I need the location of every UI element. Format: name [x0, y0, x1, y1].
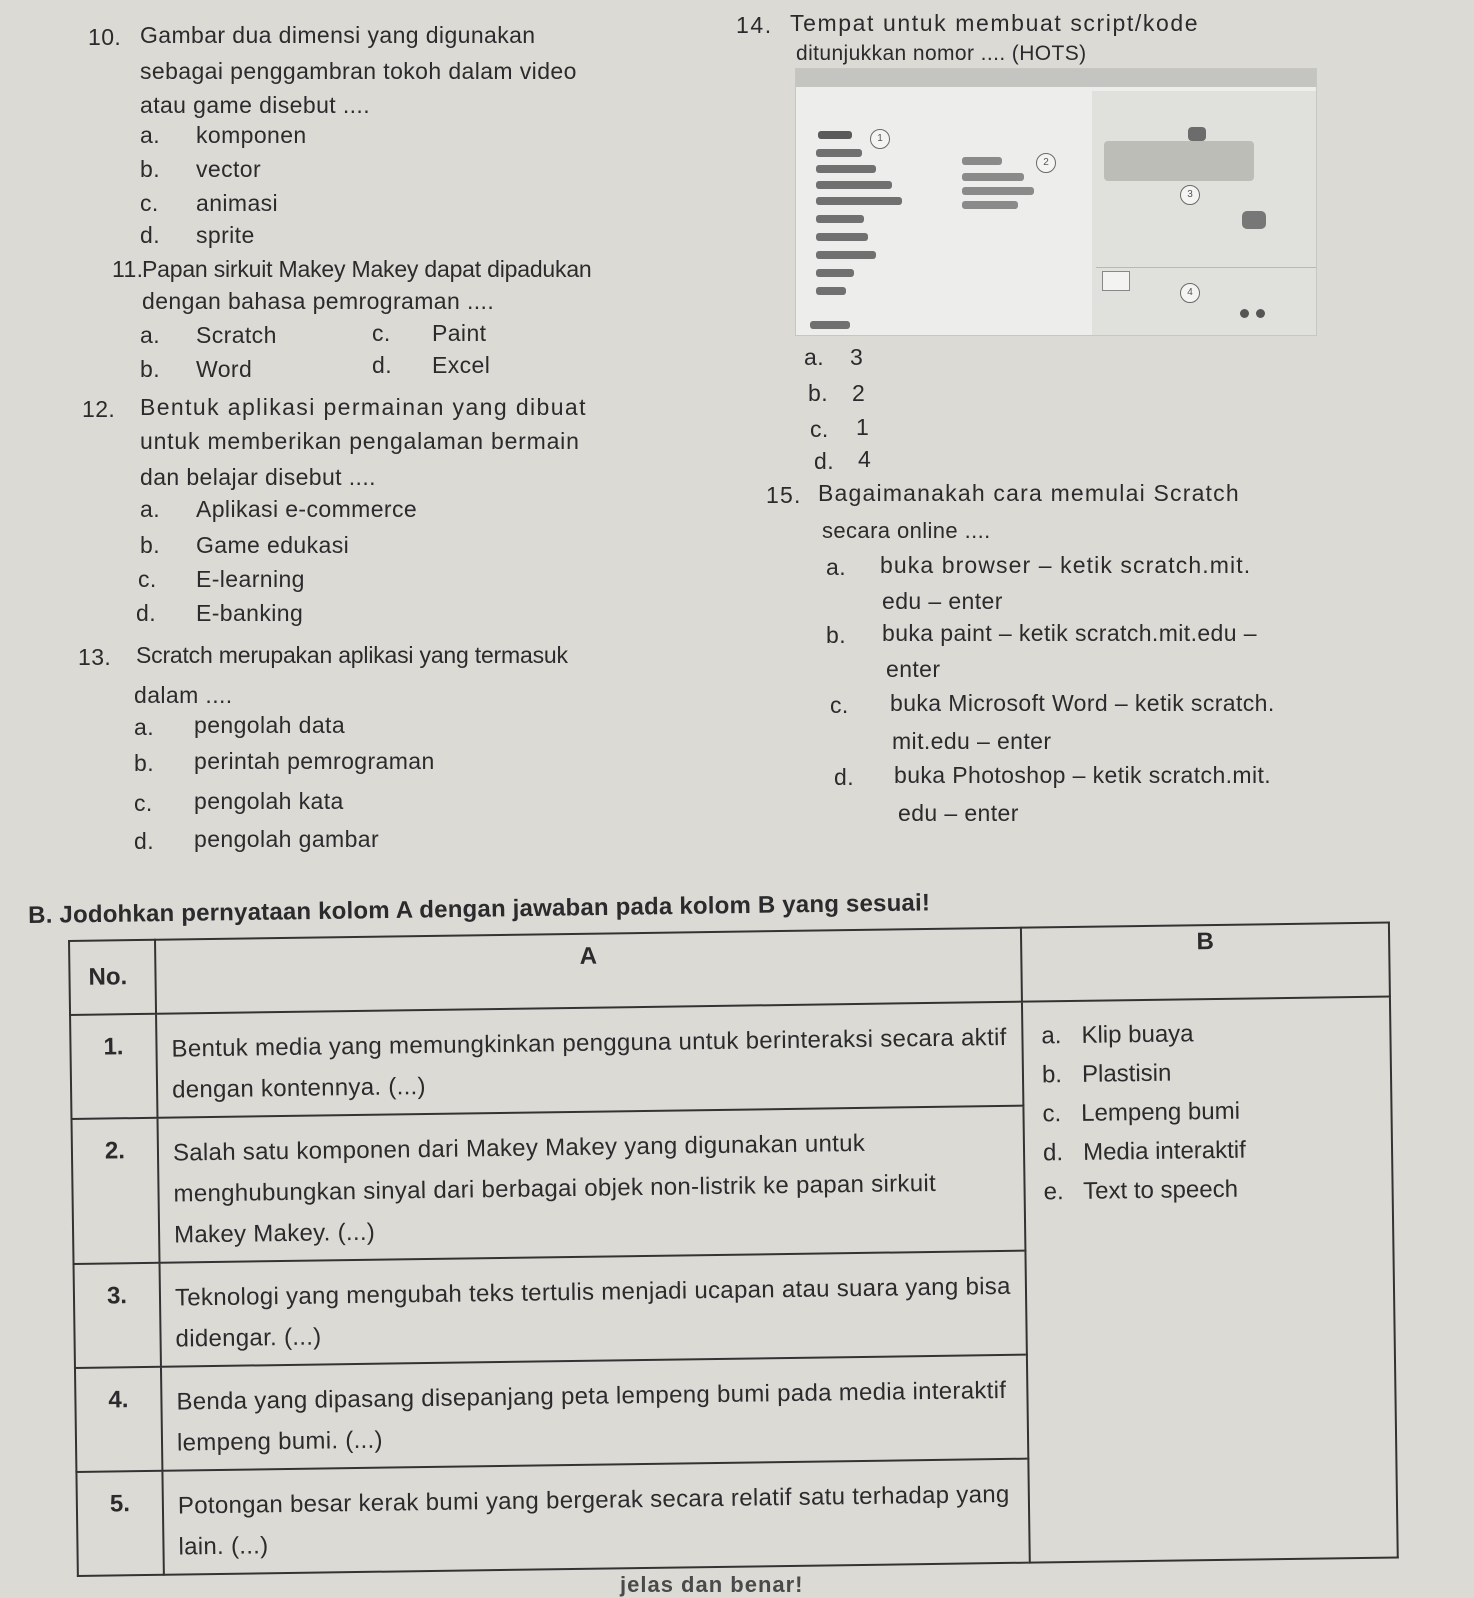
row-number: 5. — [76, 1471, 163, 1576]
option-letter: a. — [134, 714, 154, 740]
header-no: No. — [69, 940, 156, 1015]
marker-3-icon: 3 — [1180, 185, 1200, 205]
row-number: 4. — [75, 1367, 162, 1472]
option-text: E-banking — [196, 600, 304, 626]
option-letter: c. — [810, 416, 829, 442]
question-text-line: Papan sirkuit Makey Makey dapat dipadukan — [142, 256, 592, 282]
option-letter: b. — [808, 380, 828, 406]
footer-fragment: jelas dan benar! — [620, 1572, 804, 1597]
code-block — [816, 181, 892, 189]
row-number: 3. — [74, 1263, 161, 1368]
question-number: 11. — [112, 256, 144, 282]
question-text-line: Bentuk aplikasi permainan yang dibuat — [140, 394, 587, 420]
answer-letter: a. — [1041, 1022, 1062, 1050]
question-number: 14. — [736, 12, 773, 38]
code-block — [816, 197, 902, 205]
code-block — [816, 269, 854, 277]
row-number: 2. — [71, 1118, 159, 1264]
option-text: komponen — [196, 122, 307, 148]
answer-text: Plastisin — [1081, 1059, 1172, 1088]
code-block — [816, 215, 864, 223]
option-letter: d. — [372, 352, 392, 378]
option-letter: a. — [140, 122, 160, 148]
question-text-line: secara online .... — [822, 518, 991, 543]
option-letter: b. — [134, 750, 154, 776]
option-text: Aplikasi e-commerce — [196, 496, 418, 522]
option-letter: c. — [140, 190, 159, 216]
marker-1-icon: 1 — [870, 129, 890, 149]
option-text: Word — [196, 356, 253, 382]
question-number: 10. — [88, 24, 122, 50]
option-text: buka Photoshop – ketik scratch.mit. — [894, 762, 1272, 788]
option-text-cont: mit.edu – enter — [892, 728, 1052, 754]
code-block — [818, 131, 852, 139]
code-block — [816, 233, 868, 241]
option-letter: d. — [814, 448, 834, 474]
option-letter: a. — [804, 344, 824, 370]
question-text-line: Tempat untuk membuat script/kode — [790, 10, 1200, 36]
option-text: 2 — [852, 380, 866, 406]
row-statement: Potongan besar kerak bumi yang bergerak secara relatif satu terhadap yang lain. (...) — [162, 1459, 1029, 1575]
question-text-line: ditunjukkan nomor .... (HOTS) — [796, 42, 1087, 65]
answer-option — [1042, 1090, 1381, 1134]
answer-letter: d. — [1042, 1139, 1064, 1167]
matching-table — [68, 922, 1399, 1577]
option-letter: d. — [140, 222, 160, 248]
question-text-line: Scratch merupakan aplikasi yang termasuk — [136, 642, 568, 668]
code-block — [816, 251, 876, 259]
option-text: perintah pemrograman — [194, 748, 435, 774]
option-text: Paint — [432, 320, 487, 346]
option-text: pengolah data — [194, 712, 346, 738]
option-text: pengolah kata — [194, 788, 344, 814]
marker-4-icon: 4 — [1180, 283, 1200, 303]
question-text-line: sebagai penggambran tokoh dalam video — [140, 58, 577, 84]
option-letter: b. — [140, 156, 160, 182]
row-statement: Benda yang dipasang disepanjang peta lempeng bumi pada media interaktif lempeng bumi. (...) — [161, 1355, 1028, 1471]
option-text: E-learning — [196, 566, 305, 592]
script-block — [962, 201, 1018, 209]
header-b: B — [1021, 923, 1390, 1002]
question-number: 15. — [766, 482, 802, 508]
option-text: Excel — [432, 352, 491, 378]
option-letter: b. — [140, 532, 160, 558]
answer-text: Media interaktif — [1082, 1136, 1247, 1166]
option-letter: d. — [134, 828, 154, 854]
option-text: sprite — [196, 222, 255, 248]
answer-text: Lempeng bumi — [1081, 1097, 1241, 1127]
row-statement: Salah satu komponen dari Makey Makey yang digunakan untuk menghubungkan sinyal dari berbagai objek non-listrik ke papan sirkuit Makey Makey. (...) — [157, 1106, 1025, 1263]
question-text-line: Gambar dua dimensi yang digunakan — [140, 22, 536, 48]
question-number: 13. — [78, 644, 112, 670]
code-block — [816, 165, 876, 173]
option-text-cont: edu – enter — [898, 800, 1019, 826]
option-letter: a. — [140, 496, 160, 522]
option-letter: a. — [826, 554, 846, 580]
code-block — [810, 321, 850, 329]
option-text: Game edukasi — [196, 532, 350, 558]
option-letter: d. — [136, 600, 156, 626]
question-text-line: dan belajar disebut .... — [140, 464, 376, 490]
code-block — [816, 287, 846, 295]
answer-option — [1042, 1051, 1381, 1095]
option-letter: c. — [372, 320, 391, 346]
header-a: A — [155, 928, 1022, 1014]
row-statement: Bentuk media yang memungkinkan pengguna untuk berinteraksi secara aktif dengan kontennya. (...) — [156, 1002, 1023, 1118]
answer-letter: c. — [1042, 1100, 1062, 1128]
question-text-line: dengan bahasa pemrograman .... — [142, 288, 495, 314]
option-text: buka paint – ketik scratch.mit.edu – — [882, 620, 1257, 646]
question-text-line: untuk memberikan pengalaman bermain — [140, 428, 580, 454]
stage-area — [1092, 91, 1317, 335]
option-text: 4 — [858, 446, 872, 472]
section-b-title: B. Jodohkan pernyataan kolom A dengan jawaban pada kolom B yang sesuai! — [28, 889, 931, 929]
option-text: Scratch — [196, 322, 277, 348]
scratch-editor-screenshot — [795, 68, 1317, 336]
answer-letter: e. — [1043, 1178, 1064, 1206]
answer-text: Text to speech — [1083, 1175, 1239, 1205]
option-letter: d. — [834, 764, 854, 790]
answer-text: Klip buaya — [1081, 1020, 1194, 1049]
option-text: animasi — [196, 190, 279, 216]
row-number: 1. — [70, 1014, 157, 1119]
marker-2-icon: 2 — [1036, 153, 1056, 173]
answer-option — [1043, 1129, 1382, 1173]
scratch-menu-bar — [796, 69, 1316, 87]
option-letter: c. — [134, 790, 153, 816]
answer-option — [1041, 1012, 1380, 1056]
option-letter: b. — [826, 622, 846, 648]
option-text: 1 — [856, 414, 870, 440]
option-text: pengolah gambar — [194, 826, 380, 852]
option-text-cont: enter — [886, 656, 941, 682]
answer-options — [1022, 997, 1398, 1563]
script-block — [962, 173, 1024, 181]
option-text: vector — [196, 156, 262, 182]
option-text-cont: edu – enter — [882, 588, 1003, 614]
question-number: 12. — [82, 396, 116, 422]
question-text-line: atau game disebut .... — [140, 92, 370, 118]
code-block — [816, 149, 862, 157]
answer-option — [1043, 1168, 1382, 1212]
question-text-line: dalam .... — [134, 682, 233, 708]
table-row — [70, 997, 1391, 1119]
option-text: buka browser – ketik scratch.mit. — [880, 552, 1252, 578]
question-text-line: Bagaimanakah cara memulai Scratch — [818, 480, 1240, 506]
answer-letter: b. — [1041, 1061, 1063, 1089]
option-letter: a. — [140, 322, 160, 348]
option-letter: b. — [140, 356, 160, 382]
option-text: buka Microsoft Word – ketik scratch. — [890, 690, 1275, 716]
script-block — [962, 157, 1002, 165]
option-letter: c. — [138, 566, 157, 592]
row-statement: Teknologi yang mengubah teks tertulis menjadi ucapan atau suara yang bisa didengar. (...) — [160, 1251, 1027, 1367]
option-text: 3 — [850, 344, 864, 370]
script-block — [962, 187, 1034, 195]
option-letter: c. — [830, 692, 849, 718]
